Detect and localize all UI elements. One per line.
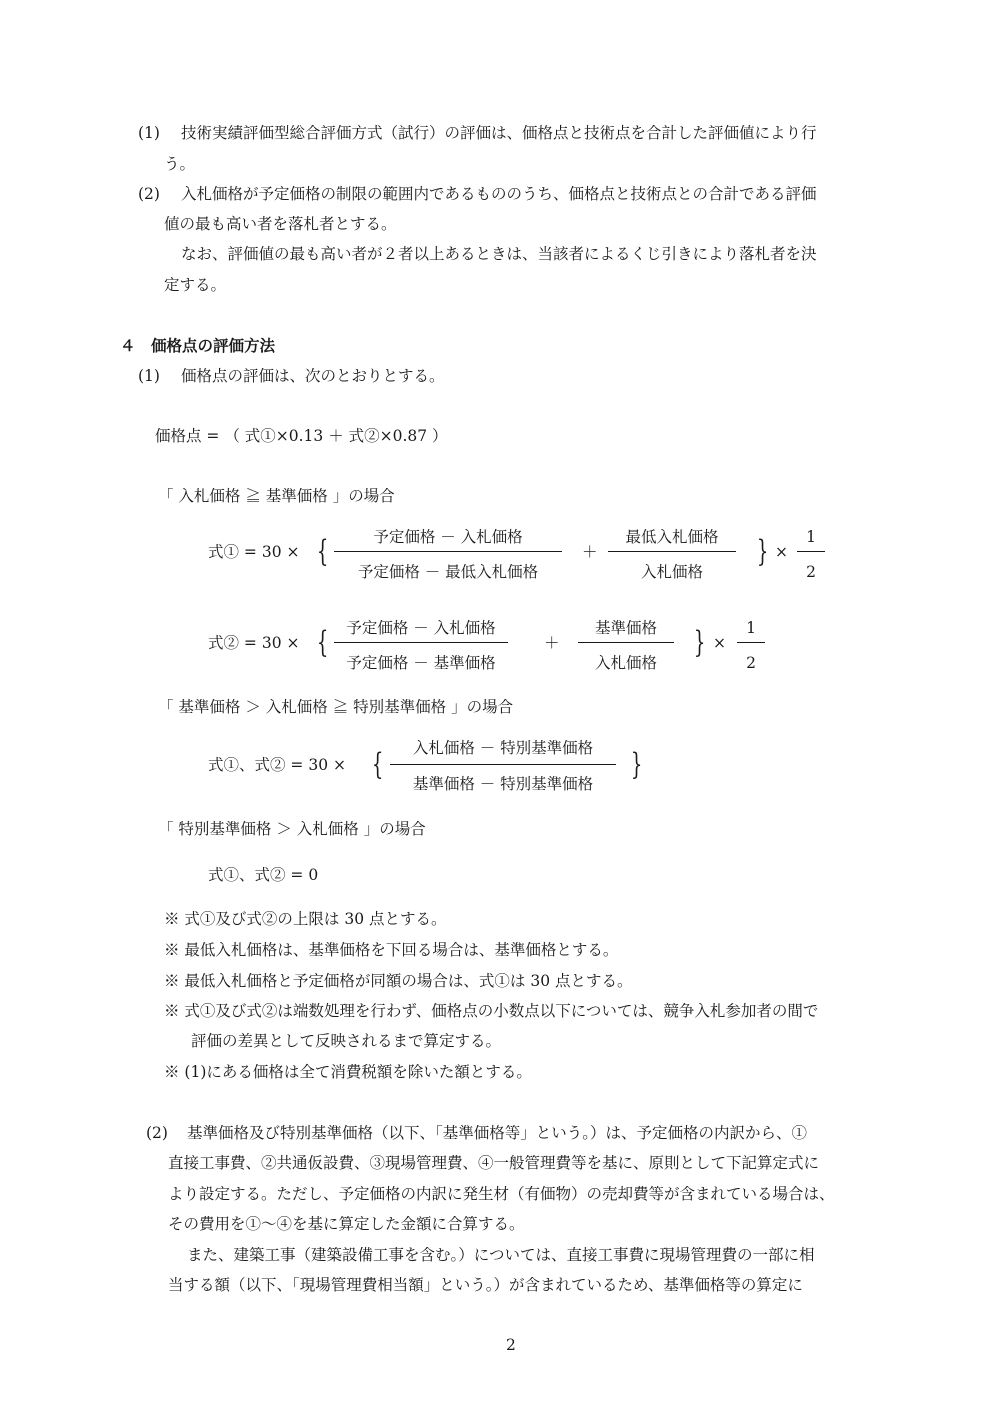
fraction-bar <box>390 764 616 765</box>
note-line: ※ 最低入札価格は、基準価格を下回る場合は、基準価格とする。 <box>164 941 619 959</box>
fraction-denominator: 入札価格 <box>594 654 657 672</box>
fraction-bar <box>334 642 508 643</box>
item-number: (2) <box>146 1124 168 1142</box>
paragraph-line: 当する額（以下、「現場管理費相当額」という。）が含まれているため、基準価格等の算定に <box>168 1276 803 1294</box>
note-line: ※ 式①及び式②の上限は 30 点とする。 <box>164 910 447 928</box>
paragraph-line: 価格点の評価は、次のとおりとする。 <box>181 367 445 385</box>
right-brace: } <box>756 534 769 569</box>
formula-lhs: 式② = 30 × <box>208 634 300 652</box>
case-label: 「 基準価格 ＞ 入札価格 ≧ 特別基準価格 」の場合 <box>158 698 514 716</box>
note-line: ※ (1)にある価格は全て消費税額を除いた額とする。 <box>164 1063 532 1081</box>
fraction-numerator: 予定価格 － 入札価格 <box>346 619 496 637</box>
fraction-numerator: 最低入札価格 <box>625 528 719 546</box>
note-line: ※ 最低入札価格と予定価格が同額の場合は、式①は 30 点とする。 <box>164 972 633 990</box>
fraction-numerator: 1 <box>806 528 816 546</box>
paragraph-line: う。 <box>164 155 196 173</box>
note-line: ※ 式①及び式②は端数処理を行わず、価格点の小数点以下については、競争入札参加者の間で <box>164 1002 819 1020</box>
fraction-denominator: 2 <box>806 563 816 581</box>
left-brace: { <box>316 625 329 660</box>
fraction-bar <box>334 551 562 552</box>
formula-zero: 式①、式② = 0 <box>208 866 319 884</box>
fraction-bar <box>608 551 736 552</box>
left-brace: { <box>316 534 329 569</box>
section-heading: ４ 価格点の評価方法 <box>120 337 276 355</box>
fraction-numerator: 1 <box>746 619 756 637</box>
paragraph-line: なお、評価値の最も高い者が２者以上あるときは、当該者によるくじ引きにより落札者を決 <box>181 245 817 263</box>
case-label: 「 特別基準価格 ＞ 入札価格 」の場合 <box>158 820 426 838</box>
paragraph-line: 定する。 <box>164 276 227 294</box>
paragraph-line: より設定する。ただし、予定価格の内訳に発生材（有価物）の売却費等が含まれている場合は、 <box>168 1185 835 1203</box>
fraction-denominator: 2 <box>746 654 756 672</box>
paragraph-line: 入札価格が予定価格の制限の範囲内であるもののうち、価格点と技術点との合計である評価 <box>181 185 817 203</box>
fraction-numerator: 入札価格 － 特別基準価格 <box>412 739 594 757</box>
item-number: (1) <box>138 367 160 385</box>
fraction-numerator: 予定価格 － 入札価格 <box>373 528 523 546</box>
fraction-denominator: 予定価格 － 基準価格 <box>346 654 496 672</box>
fraction-numerator: 基準価格 <box>594 619 657 637</box>
page-number: 2 <box>506 1336 516 1354</box>
item-number: (1) <box>138 124 160 142</box>
formula-lhs: 式① = 30 × <box>208 543 300 561</box>
times-sign: × <box>775 543 788 561</box>
paragraph-line: 直接工事費、②共通仮設費、③現場管理費、④一般管理費等を基に、原則として下記算定式に <box>168 1154 820 1172</box>
fraction-denominator: 予定価格 － 最低入札価格 <box>357 563 539 581</box>
item-number: (2) <box>138 185 160 203</box>
paragraph-line: 値の最も高い者を落札者とする。 <box>164 215 397 233</box>
paragraph-line: 技術実績評価型総合評価方式（試行）の評価は、価格点と技術点を合計した評価値により行 <box>181 124 817 142</box>
right-brace: } <box>630 747 643 782</box>
plus-sign: ＋ <box>582 543 598 561</box>
paragraph-line: 基準価格及び特別基準価格（以下、「基準価格等」という。）は、予定価格の内訳から、① <box>187 1124 808 1142</box>
main-formula: 価格点 = （ 式①×0.13 ＋ 式②×0.87 ） <box>155 427 448 445</box>
fraction-denominator: 基準価格 － 特別基準価格 <box>412 775 594 793</box>
right-brace: } <box>693 625 706 660</box>
fraction-bar <box>797 551 825 552</box>
case-label: 「 入札価格 ≧ 基準価格 」の場合 <box>158 487 395 505</box>
paragraph-line: また、建築工事（建築設備工事を含む。）については、直接工事費に現場管理費の一部に相 <box>187 1246 815 1264</box>
plus-sign: ＋ <box>544 634 560 652</box>
fraction-bar <box>578 642 674 643</box>
formula-lhs: 式①、式② = 30 × <box>208 756 346 774</box>
note-line: 評価の差異として反映されるまで算定する。 <box>191 1032 502 1050</box>
paragraph-line: その費用を①～④を基に算定した金額に合算する。 <box>168 1215 525 1233</box>
left-brace: { <box>371 747 384 782</box>
fraction-bar <box>737 642 765 643</box>
times-sign: × <box>713 634 726 652</box>
fraction-denominator: 入札価格 <box>640 563 703 581</box>
